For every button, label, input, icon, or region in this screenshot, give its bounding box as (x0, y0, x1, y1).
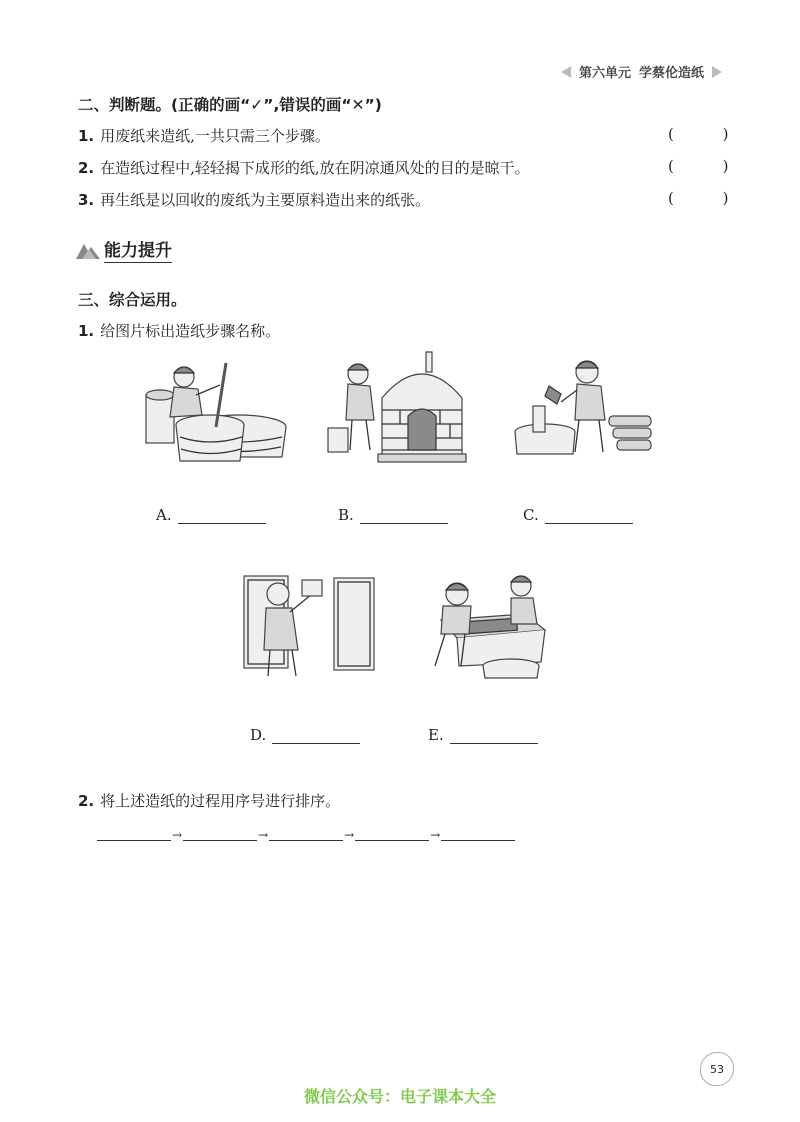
judge-question-2 (78, 157, 530, 178)
section2-title: 二、判断题。(正确的画“✓”,错误的画“✕”) (78, 96, 382, 114)
label-d-letter: D. (250, 726, 267, 744)
answer-paren-1[interactable]: ( ) (668, 125, 751, 143)
q3-number: 3. (78, 191, 95, 209)
page-number: 53 (700, 1052, 734, 1086)
label-c-letter: C. (523, 506, 539, 524)
answer-paren-3[interactable]: ( ) (668, 189, 751, 207)
unit-label: 第六单元 (578, 66, 631, 81)
q2-text: 在造纸过程中,轻轻揭下成形的纸,放在阴凉通风处的目的是晾干。 (100, 159, 530, 177)
picture-d-drying-sheets (240, 570, 385, 682)
footer-watermark: 微信公众号：电子课本大全 (303, 1087, 496, 1106)
unit-header (561, 62, 722, 81)
picture-a-pounding-pulp (140, 355, 290, 465)
arrow-icon: → (258, 828, 269, 842)
mountain-icon (76, 240, 100, 260)
sequence-blank-3[interactable] (269, 830, 343, 841)
s3-q2-number: 2. (78, 792, 95, 810)
blank-e[interactable] (450, 729, 538, 744)
header-left-triangle-icon (561, 66, 571, 78)
ability-label: 能力提升 (104, 236, 172, 263)
picture-c-chopping-wood (505, 350, 655, 462)
sequence-blank-4[interactable] (355, 830, 429, 841)
label-b-letter: B. (338, 506, 354, 524)
blank-c[interactable] (545, 509, 633, 524)
q2-number: 2. (78, 159, 95, 177)
judge-question-3 (78, 189, 430, 210)
arrow-icon: → (344, 828, 355, 842)
label-e-letter: E. (428, 726, 444, 744)
arrow-icon: → (172, 828, 183, 842)
synthesis-question-2 (78, 790, 340, 811)
answer-paren-2[interactable]: ( ) (668, 157, 751, 175)
ability-badge (76, 236, 172, 263)
label-a-letter: A. (156, 506, 172, 524)
sequence-blank-2[interactable] (183, 830, 257, 841)
picture-e-scooping-paper (415, 570, 557, 682)
label-a (156, 506, 266, 524)
q1-number: 1. (78, 127, 95, 145)
arrow-icon: → (430, 828, 441, 842)
q3-text: 再生纸是以回收的废纸为主要原料造出来的纸张。 (100, 191, 431, 209)
blank-b[interactable] (360, 509, 448, 524)
picture-b-oven (322, 350, 472, 465)
blank-a[interactable] (178, 509, 266, 524)
label-d (250, 726, 360, 744)
synthesis-question-1 (78, 320, 280, 341)
lesson-label: 学蔡伦造纸 (638, 66, 704, 81)
label-e (428, 726, 538, 744)
label-b (338, 506, 448, 524)
sequence-blank-1[interactable] (97, 830, 171, 841)
header-right-triangle-icon (712, 66, 722, 78)
s3-q1-text: 给图片标出造纸步骤名称。 (100, 322, 281, 340)
sequence-blanks (97, 828, 515, 842)
s3-q1-number: 1. (78, 322, 95, 340)
blank-d[interactable] (272, 729, 360, 744)
label-c (523, 506, 633, 524)
q1-text: 用废纸来造纸,一共只需三个步骤。 (100, 127, 330, 145)
s3-q2-text: 将上述造纸的过程用序号进行排序。 (100, 792, 341, 810)
section3-title: 三、综合运用。 (78, 291, 187, 309)
sequence-blank-5[interactable] (441, 830, 515, 841)
judge-question-1 (78, 125, 330, 146)
